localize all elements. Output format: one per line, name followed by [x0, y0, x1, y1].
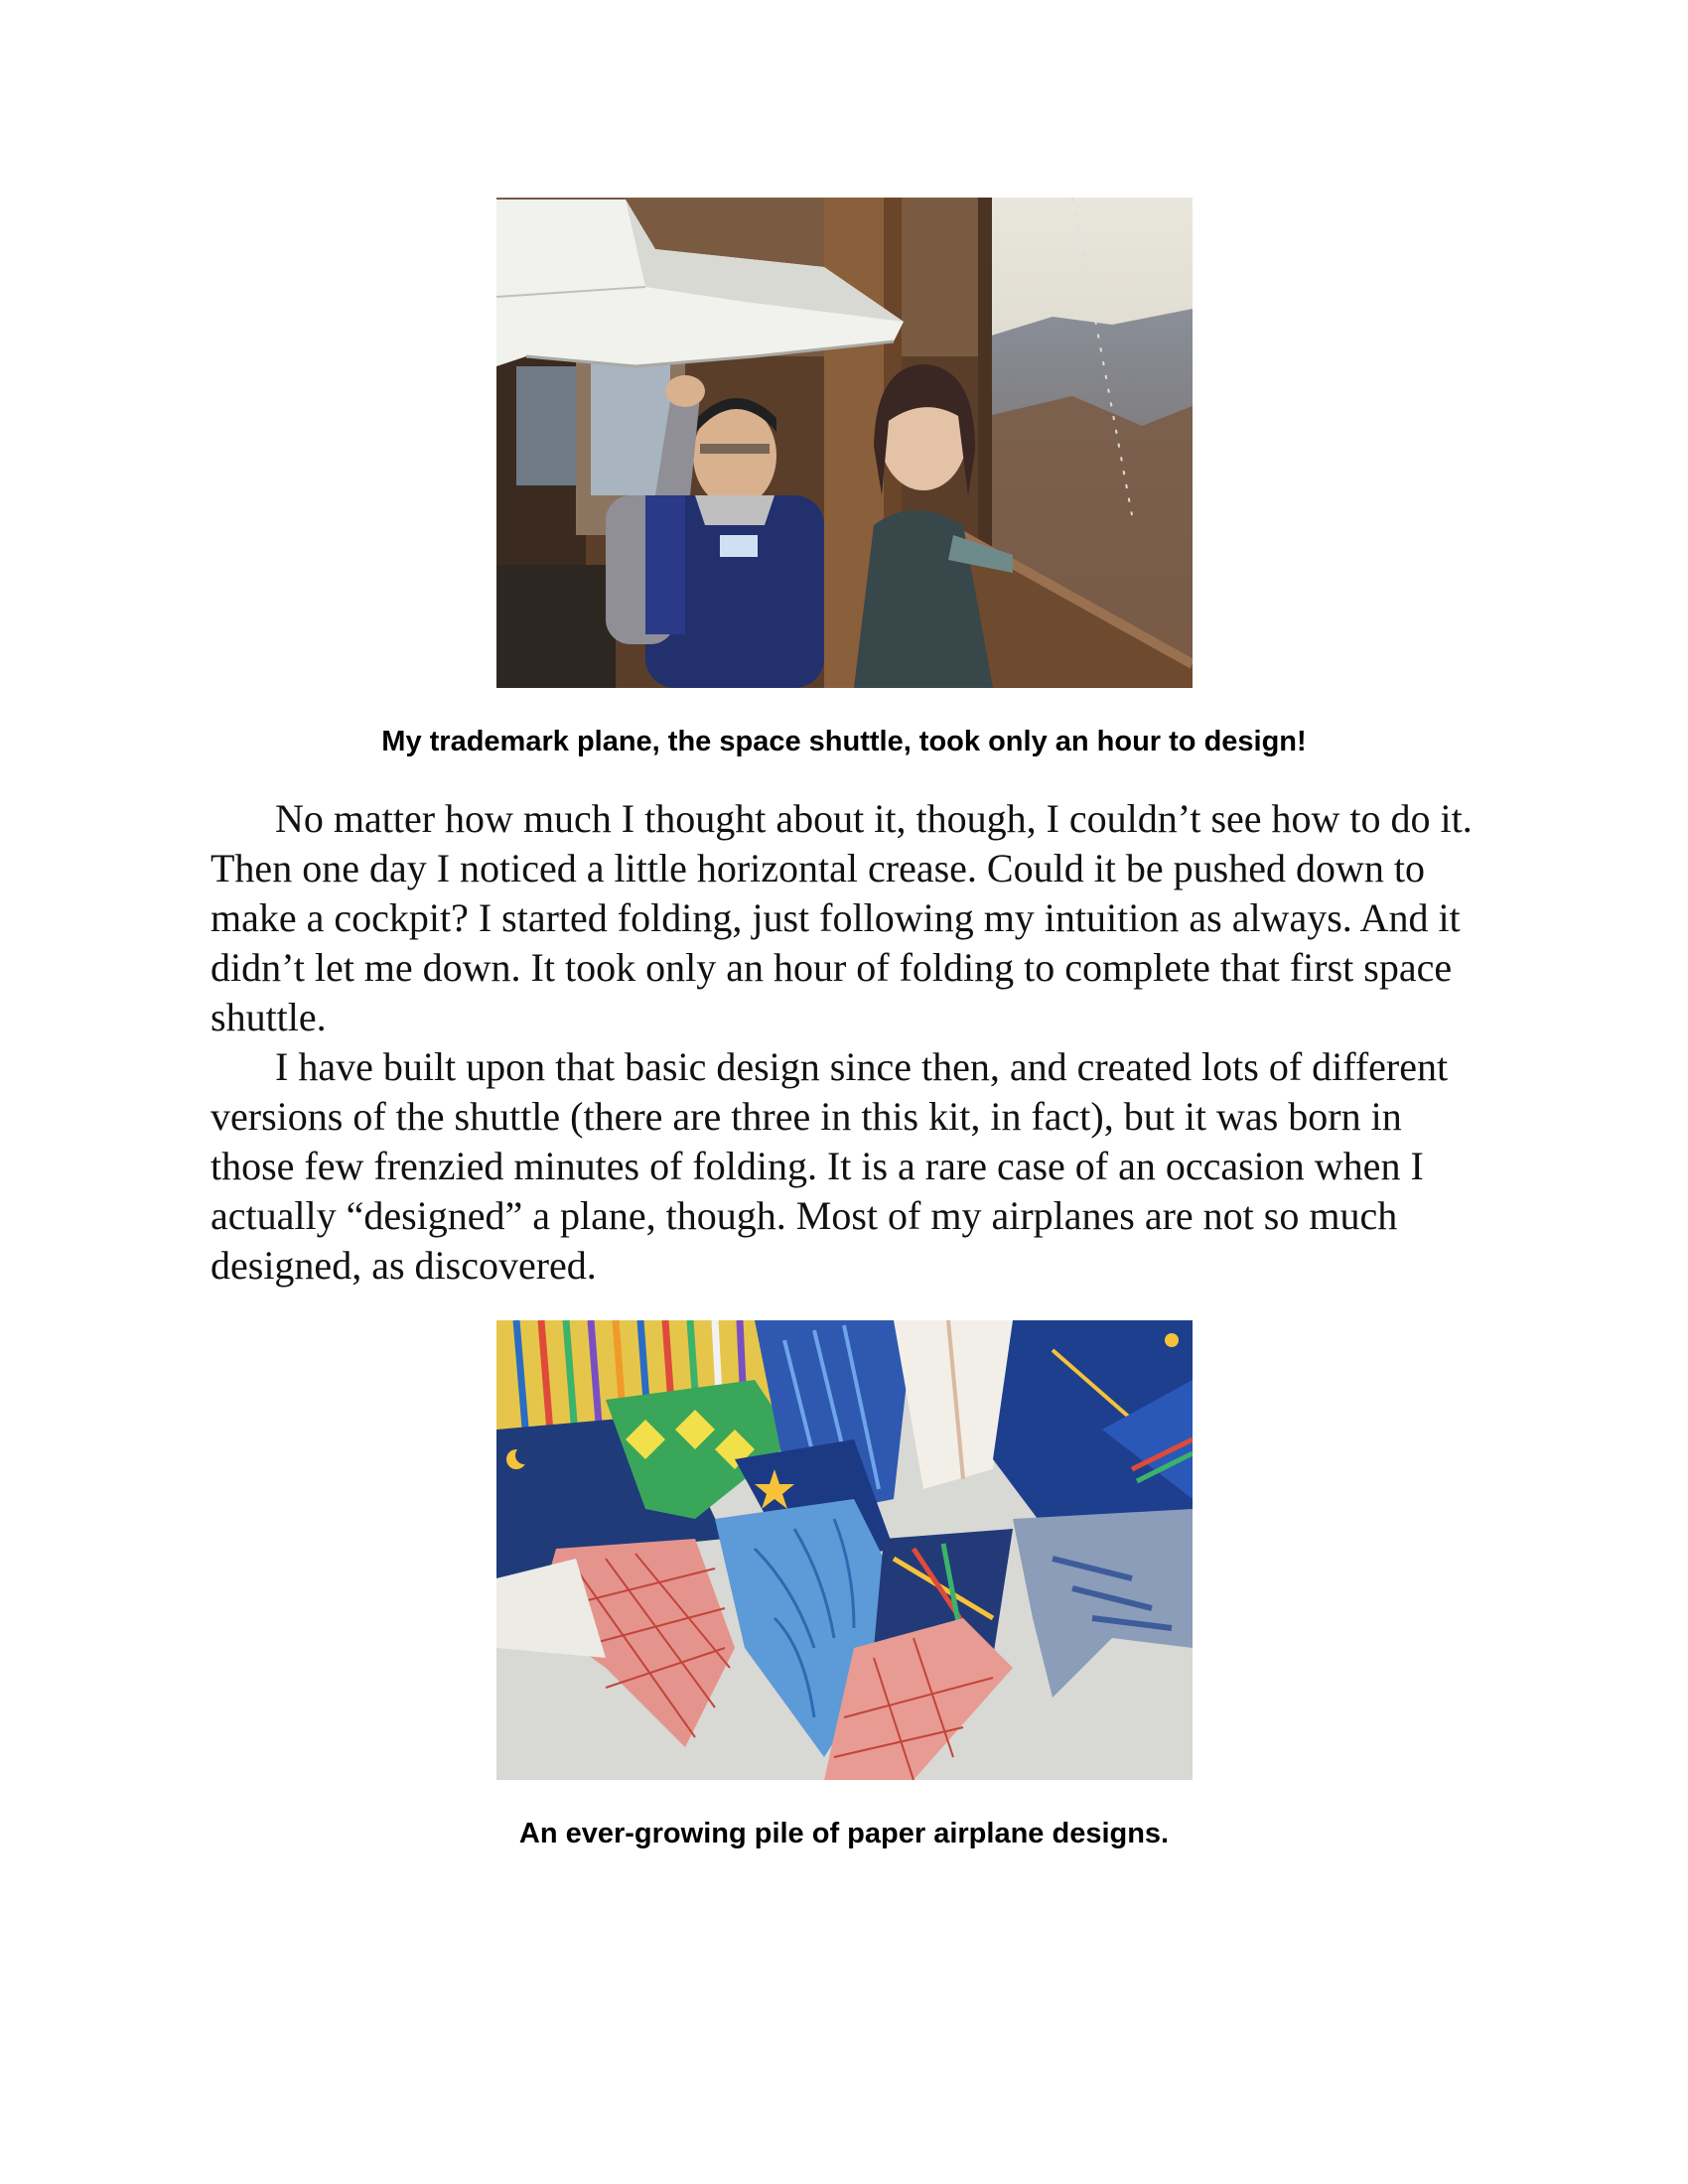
space-shuttle-photo-illustration	[496, 198, 1193, 688]
body-text	[211, 794, 1491, 1291]
paragraph: No matter how much I thought about it, though, I couldn’t see how to do it. Then one day I noticed a little horizontal crease. Could it be pushed down to make a cockpit? I started folding, just following my intuition as always. And it didn’t let me down. It took only an hour of folding to complete that first space shuttle.	[211, 796, 1473, 1039]
photo-caption-space-shuttle: My trademark plane, the space shuttle, took only an hour to design!	[381, 726, 1307, 757]
photo-caption-airplane-pile: An ever-growing pile of paper airplane designs.	[518, 1818, 1170, 1849]
paper-airplanes-photo-illustration	[496, 1320, 1193, 1780]
paper-airplanes-photo	[496, 1320, 1193, 1780]
space-shuttle-photo	[496, 198, 1193, 688]
paragraph: I have built upon that basic design since then, and created lots of different versions of the shuttle (there are three in this kit, in fact), but it was born in those few frenzied minutes of folding. It is a rare case of an occasion when I actually “designed” a plane, though. Most of my airplanes are not so much designed, as discovered.	[211, 1044, 1449, 1288]
